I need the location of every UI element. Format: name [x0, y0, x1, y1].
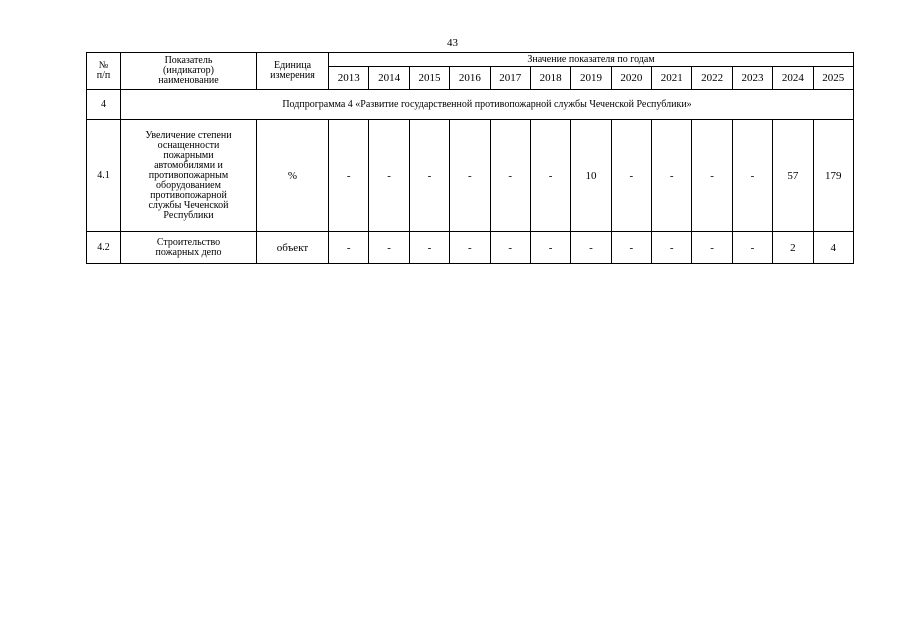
- row-value: 57: [773, 120, 813, 232]
- row-value: -: [369, 232, 409, 264]
- page-number: 43: [447, 37, 458, 49]
- row-value: -: [530, 232, 570, 264]
- row-unit: %: [257, 120, 329, 232]
- table-row: [87, 120, 854, 232]
- header-year: 2023: [732, 67, 772, 90]
- row-value: -: [652, 120, 692, 232]
- subprogram-num: 4: [87, 90, 121, 120]
- row-num: 4.1: [87, 120, 121, 232]
- header-num: № п/п: [87, 53, 121, 90]
- row-value: -: [329, 232, 369, 264]
- header-year: 2013: [329, 67, 369, 90]
- table-row: [87, 232, 854, 264]
- row-value: -: [409, 120, 449, 232]
- row-unit: объект: [257, 232, 329, 264]
- row-value: -: [450, 232, 490, 264]
- header-year: 2024: [773, 67, 813, 90]
- row-value: 4: [813, 232, 854, 264]
- row-value: -: [692, 232, 732, 264]
- row-indicator-name: Увеличение степени оснащенности пожарными автомобилями и противопожарным оборудованием противопожарной службы Чеченской Республики: [121, 120, 257, 232]
- row-value: -: [369, 120, 409, 232]
- row-value: 10: [571, 120, 611, 232]
- header-row-1: [87, 53, 854, 67]
- row-num: 4.2: [87, 232, 121, 264]
- row-value: -: [692, 120, 732, 232]
- row-value: -: [490, 232, 530, 264]
- indicators-table: [86, 52, 854, 264]
- row-value: -: [611, 232, 651, 264]
- subprogram-row: [87, 90, 854, 120]
- header-year: 2020: [611, 67, 651, 90]
- header-year: 2016: [450, 67, 490, 90]
- row-value: -: [611, 120, 651, 232]
- row-value: -: [732, 120, 772, 232]
- row-value: -: [530, 120, 570, 232]
- row-value: -: [571, 232, 611, 264]
- header-indicator: Показатель (индикатор) наименование: [121, 53, 257, 90]
- subprogram-title: Подпрограмма 4 «Развитие государственной противопожарной службы Чеченской Республики»: [121, 90, 854, 120]
- row-value: -: [490, 120, 530, 232]
- row-value: -: [450, 120, 490, 232]
- header-year: 2015: [409, 67, 449, 90]
- row-indicator-name: Строительство пожарных депо: [121, 232, 257, 264]
- header-year: 2017: [490, 67, 530, 90]
- row-value: -: [732, 232, 772, 264]
- row-value: 2: [773, 232, 813, 264]
- header-year: 2014: [369, 67, 409, 90]
- header-year: 2025: [813, 67, 854, 90]
- header-unit: Единица измерения: [257, 53, 329, 90]
- header-values-group: Значение показателя по годам: [329, 53, 854, 67]
- row-value: -: [409, 232, 449, 264]
- row-value: -: [652, 232, 692, 264]
- row-value: -: [329, 120, 369, 232]
- header-year: 2018: [530, 67, 570, 90]
- header-year: 2022: [692, 67, 732, 90]
- row-value: 179: [813, 120, 854, 232]
- header-year: 2019: [571, 67, 611, 90]
- header-year: 2021: [652, 67, 692, 90]
